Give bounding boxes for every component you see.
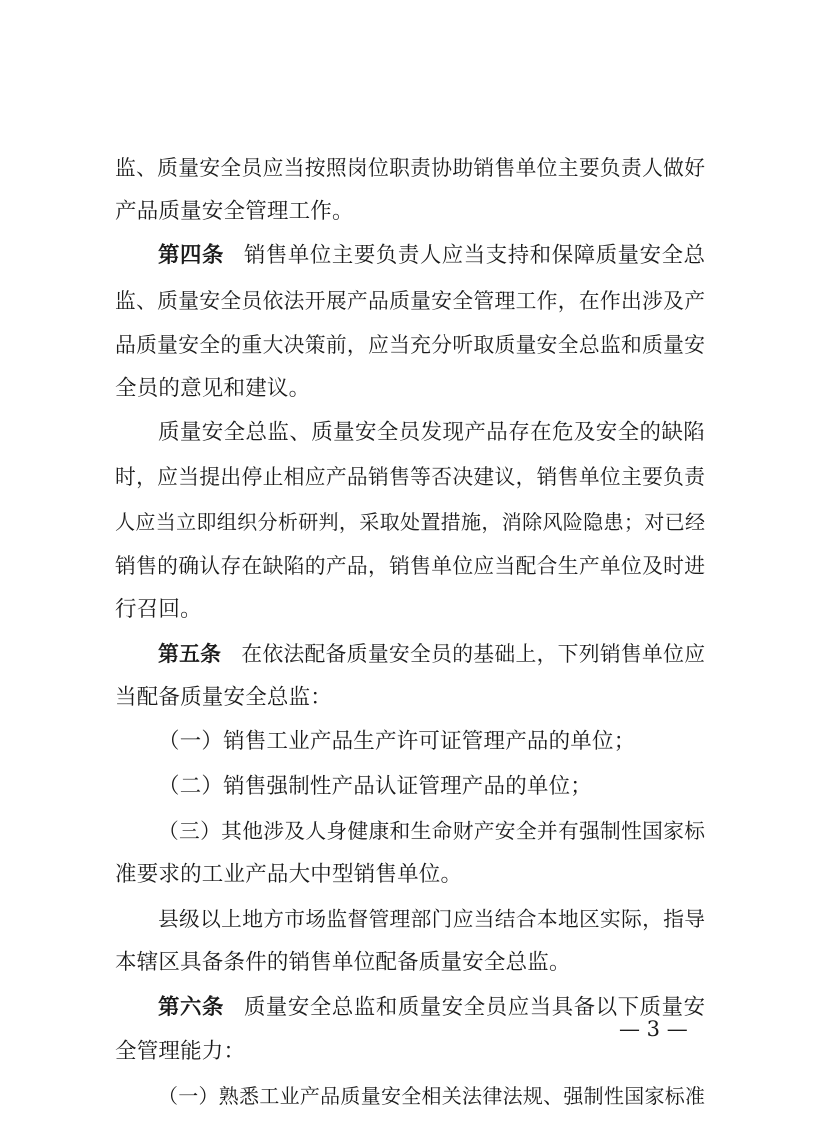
page-number: — 3 — — [619, 1017, 688, 1041]
line-text: 监、质量安全员应当按照岗位职责协助销售单位主要负责人做好 — [115, 156, 705, 180]
text-line — [115, 279, 705, 323]
line-text: （三）其他涉及人身健康和生命财产安全并有强制性国家标 — [158, 818, 705, 843]
text-line — [115, 544, 705, 588]
text-line — [115, 986, 705, 1030]
line-text: 销售的确认存在缺陷的产品，销售单位应当配合生产单位及时进 — [115, 553, 705, 578]
body-text — [115, 146, 705, 1118]
line-text: 本辖区具备条件的销售单位配备质量安全总监。 — [115, 950, 571, 976]
line-text: 人应当立即组织分析研判，采取处置措施，消除风险隐患；对已经 — [115, 509, 705, 534]
text-line — [115, 323, 705, 367]
text-line — [115, 676, 705, 720]
article-title: 第五条 — [158, 642, 222, 667]
text-line — [115, 853, 705, 897]
text-line — [115, 809, 705, 853]
text-line — [115, 500, 705, 544]
article-title: 第四条 — [158, 243, 224, 269]
line-text: 质量安全总监和质量安全员应当具备以下质量安 — [243, 994, 706, 1020]
line-text: 时，应当提出停止相应产品销售等否决建议，销售单位主要负责 — [115, 465, 705, 490]
line-text: 全管理能力： — [115, 1038, 246, 1064]
line-text: 在依法配备质量安全员的基础上，下列销售单位应 — [241, 642, 706, 667]
line-text: 行召回。 — [115, 596, 202, 622]
line-text: 准要求的工业产品大中型销售单位。 — [115, 862, 463, 887]
text-line — [115, 588, 705, 632]
line-text: 产品质量安全管理工作。 — [115, 199, 354, 225]
text-line — [115, 941, 705, 985]
text-line — [115, 411, 705, 455]
text-line — [115, 897, 705, 941]
line-text: 当配备质量安全总监： — [115, 685, 333, 711]
line-text: 品质量安全的重大决策前，应当充分听取质量安全总监和质量安 — [115, 332, 705, 357]
text-line — [115, 190, 705, 234]
text-line — [115, 1074, 705, 1118]
article-title: 第六条 — [158, 994, 224, 1020]
text-line — [115, 455, 705, 499]
line-text: （一）销售工业产品生产许可证管理产品的单位； — [158, 729, 636, 755]
line-text: 销售单位主要负责人应当支持和保障质量安全总 — [243, 243, 706, 269]
text-line — [115, 367, 705, 411]
line-text: 监、质量安全员依法开展产品质量安全管理工作，在作出涉及产 — [115, 288, 705, 313]
text-line — [115, 720, 705, 764]
line-text: （二）销售强制性产品认证管理产品的单位； — [158, 773, 593, 799]
line-text: 县级以上地方市场监督管理部门应当结合本地区实际，指导 — [158, 907, 705, 932]
text-line — [115, 146, 705, 190]
text-line — [115, 1030, 705, 1074]
text-line — [115, 632, 705, 676]
text-line — [115, 765, 705, 809]
line-text: 全员的意见和建议。 — [115, 375, 311, 401]
line-text: 质量安全总监、质量安全员发现产品存在危及安全的缺陷 — [158, 420, 705, 446]
line-text: （一）熟悉工业产品质量安全相关法律法规、强制性国家标准 — [158, 1083, 705, 1108]
text-line — [115, 234, 705, 278]
